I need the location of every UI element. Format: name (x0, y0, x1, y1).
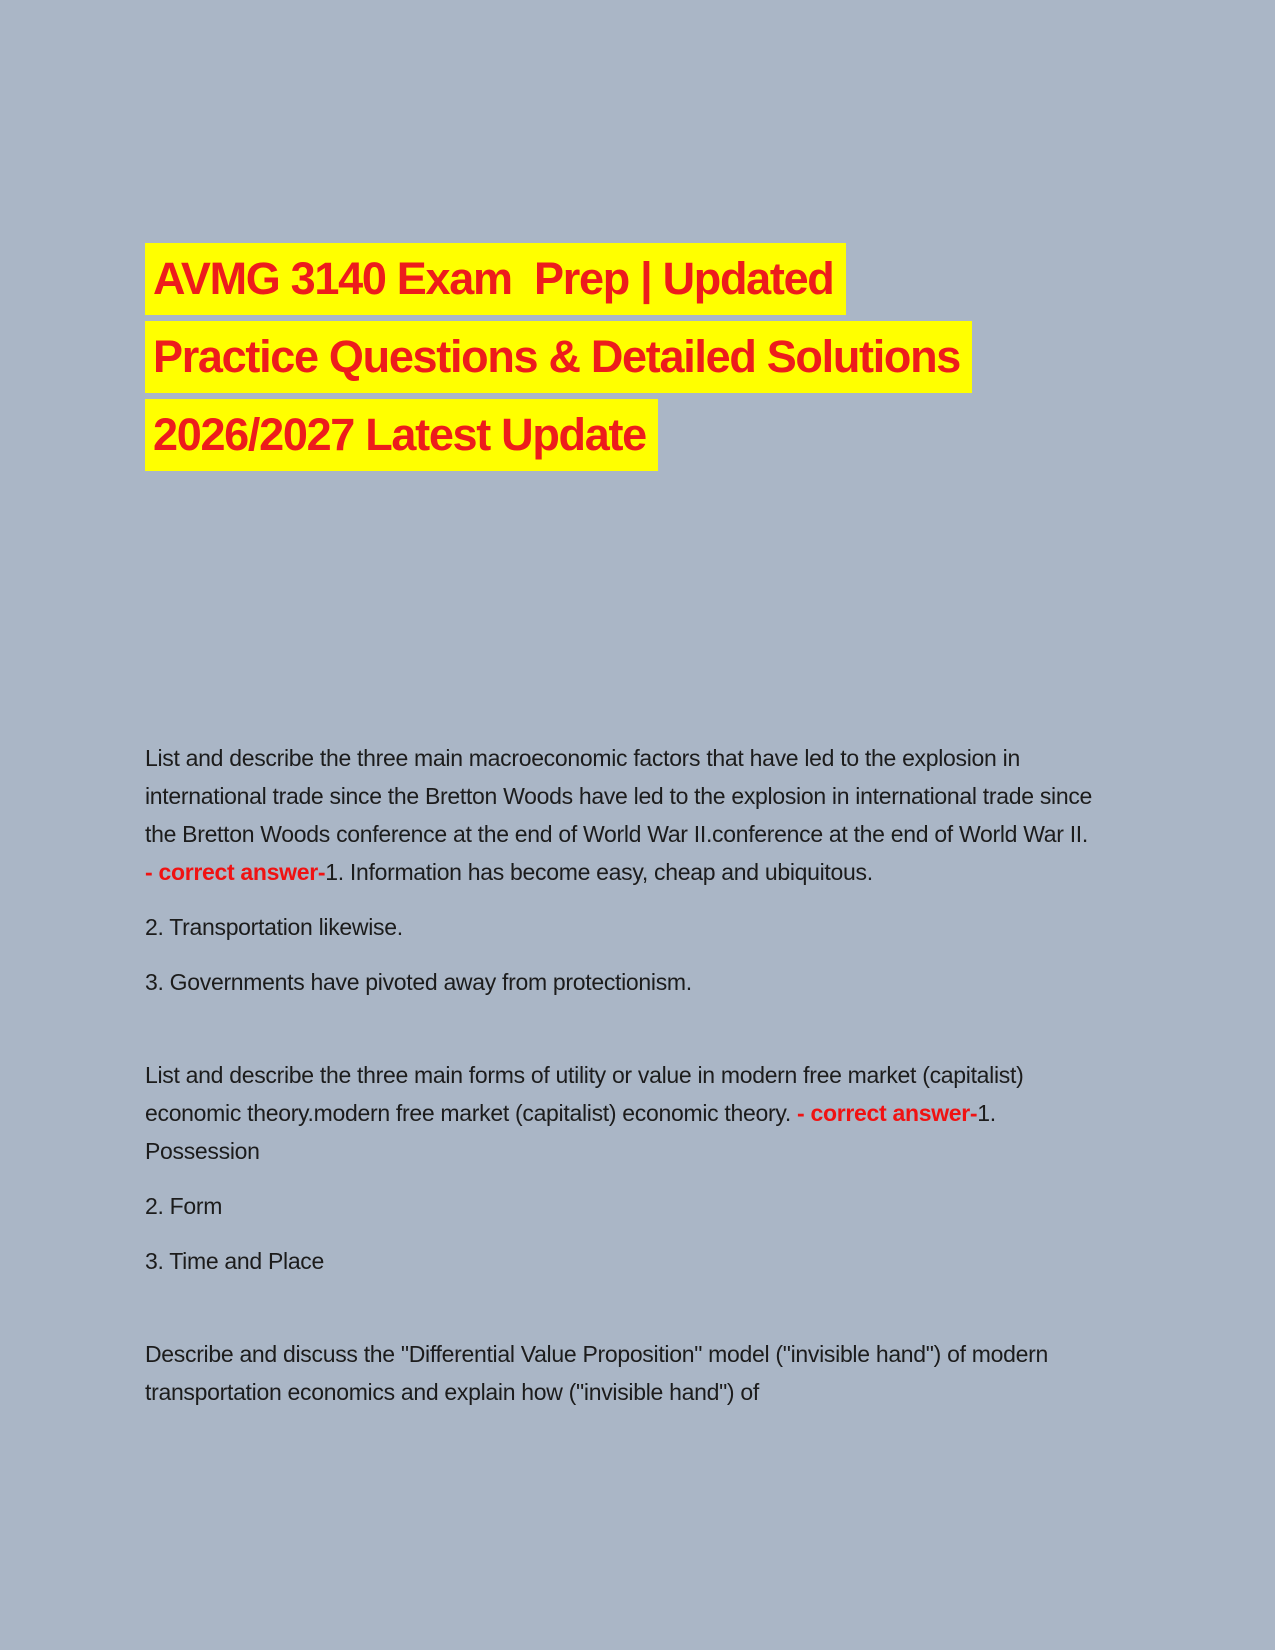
title-line-2 (145, 321, 972, 393)
qa1-answer-lead: 1. Information has become easy, cheap and ubiquitous. (325, 859, 873, 885)
title-highlight-2: Practice Questions & Detailed Solutions (145, 321, 972, 393)
title-highlight-1: AVMG 3140 Exam Prep | Updated (145, 243, 846, 315)
qa2-question-text: List and describe the three main forms of utility or value in modern free market (capitalist) economic theory.modern free market (capitalist) economic theory. (145, 1062, 1024, 1126)
title-line-3 (145, 399, 972, 471)
qa2-question-paragraph (145, 1056, 1095, 1170)
document-title (145, 243, 972, 477)
qa1-answer-item-3: 3. Governments have pivoted away from protectionism. (145, 969, 692, 995)
title-line-1 (145, 243, 972, 315)
qa2-correct-answer-marker: - correct answer- (797, 1100, 978, 1126)
qa2-answer-lead: 1. Possession (145, 1100, 996, 1164)
qa3-question-paragraph: Describe and discuss the "Differential Value Proposition" model ("invisible hand") of modern transportation economics and explain how ("invisible hand") of (145, 1341, 1048, 1405)
qa2-answer-item-2: 2. Form (145, 1193, 223, 1219)
document-body (145, 739, 1095, 1428)
qa1-correct-answer-marker: - correct answer- (145, 859, 326, 885)
qa1-question-text: List and describe the three main macroeconomic factors that have led to the explosion in international trade since the Bretton Woods have led to the explosion in international trade since the Bretton Woods conference at the end of World War II.conference at the end of World War II. (145, 745, 1093, 847)
title-highlight-3: 2026/2027 Latest Update (145, 399, 658, 471)
qa1-answer-item-2: 2. Transportation likewise. (145, 914, 403, 940)
qa2-answer-item-3: 3. Time and Place (145, 1248, 325, 1274)
qa1-question-paragraph (145, 739, 1095, 891)
